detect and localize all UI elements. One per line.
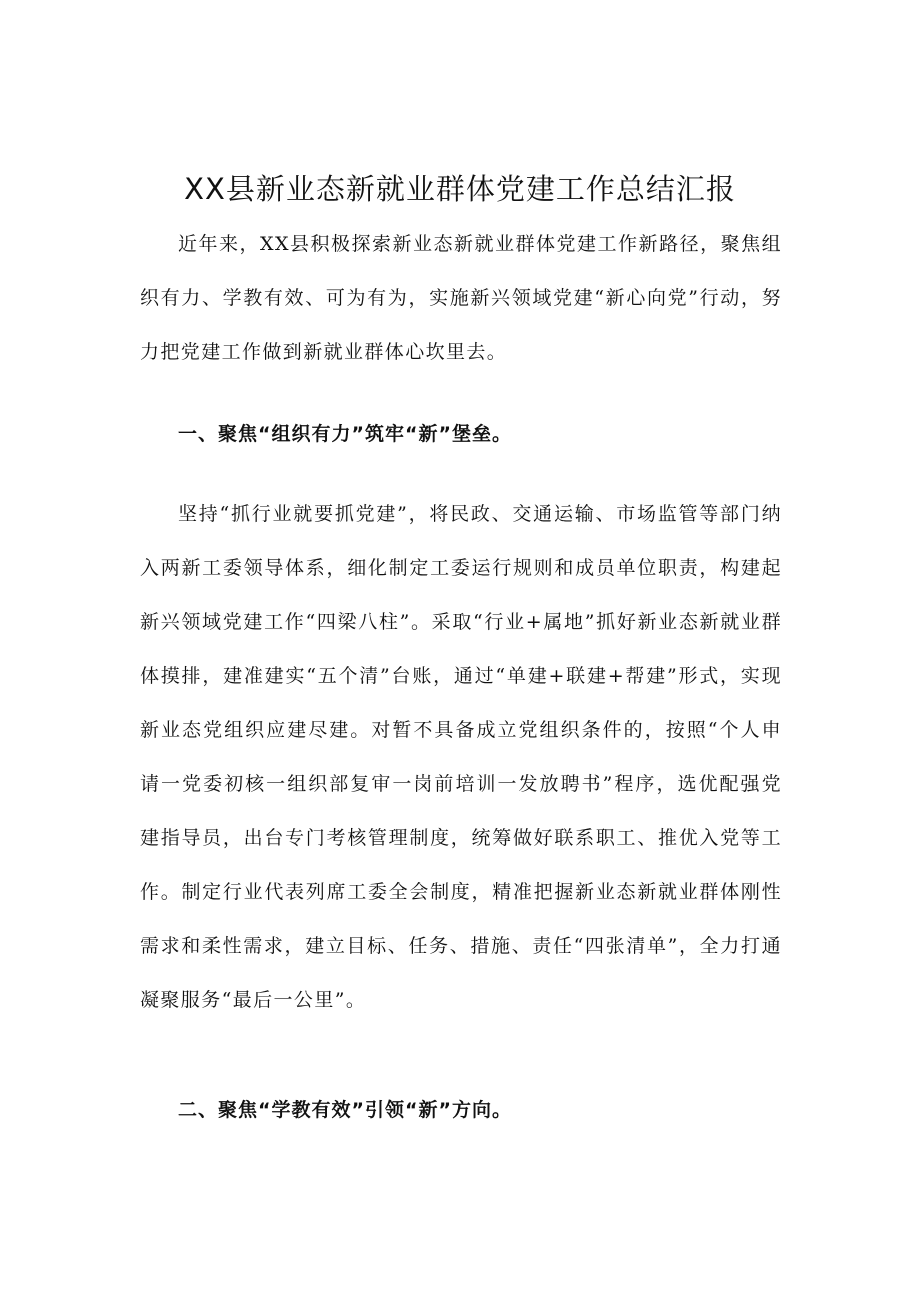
section-2-heading: 二、聚焦“学教有效”引领“新”方向。: [178, 1099, 512, 1121]
document-title: XX县新业态新就业群体党建工作总结汇报: [184, 172, 736, 207]
intro-paragraph: 近年来，XX县积极探索新业态新就业群体党建工作新路径，聚焦组织有力、学教有效、可为有为，实施新兴领域党建“新心向党”行动，努力把党建工作做到新就业群体心坎里去。: [140, 233, 782, 363]
section-1-heading: 一、聚焦“组织有力”筑牢“新”堡垒。: [178, 423, 512, 445]
section-1-paragraph: 坚持“抓行业就要抓党建”，将民政、交通运输、市场监管等部门纳入两新工委领导体系，细化制定工委运行规则和成员单位职责，构建起新兴领域党建工作“四梁八柱”。采取“行业+属地”抓好新业态新就业群体摸排，建准建实“五个清”台账，通过“单建+联建+帮建”形式，实现新业态党组织应建尽建。对暂不具备成立党组织条件的，按照“个人申请一党委初核一组织部复审一岗前培训一发放聘书”程序，选优配强党建指导员，出台专门考核管理制度，统筹做好联系职工、推优入党等工作。制定行业代表列席工委全会制度，精准把握新业态新就业群体刚性需求和柔性需求，建立目标、任务、措施、责任“四张清单”，全力打通凝聚服务“最后一公里”。: [140, 503, 782, 1011]
